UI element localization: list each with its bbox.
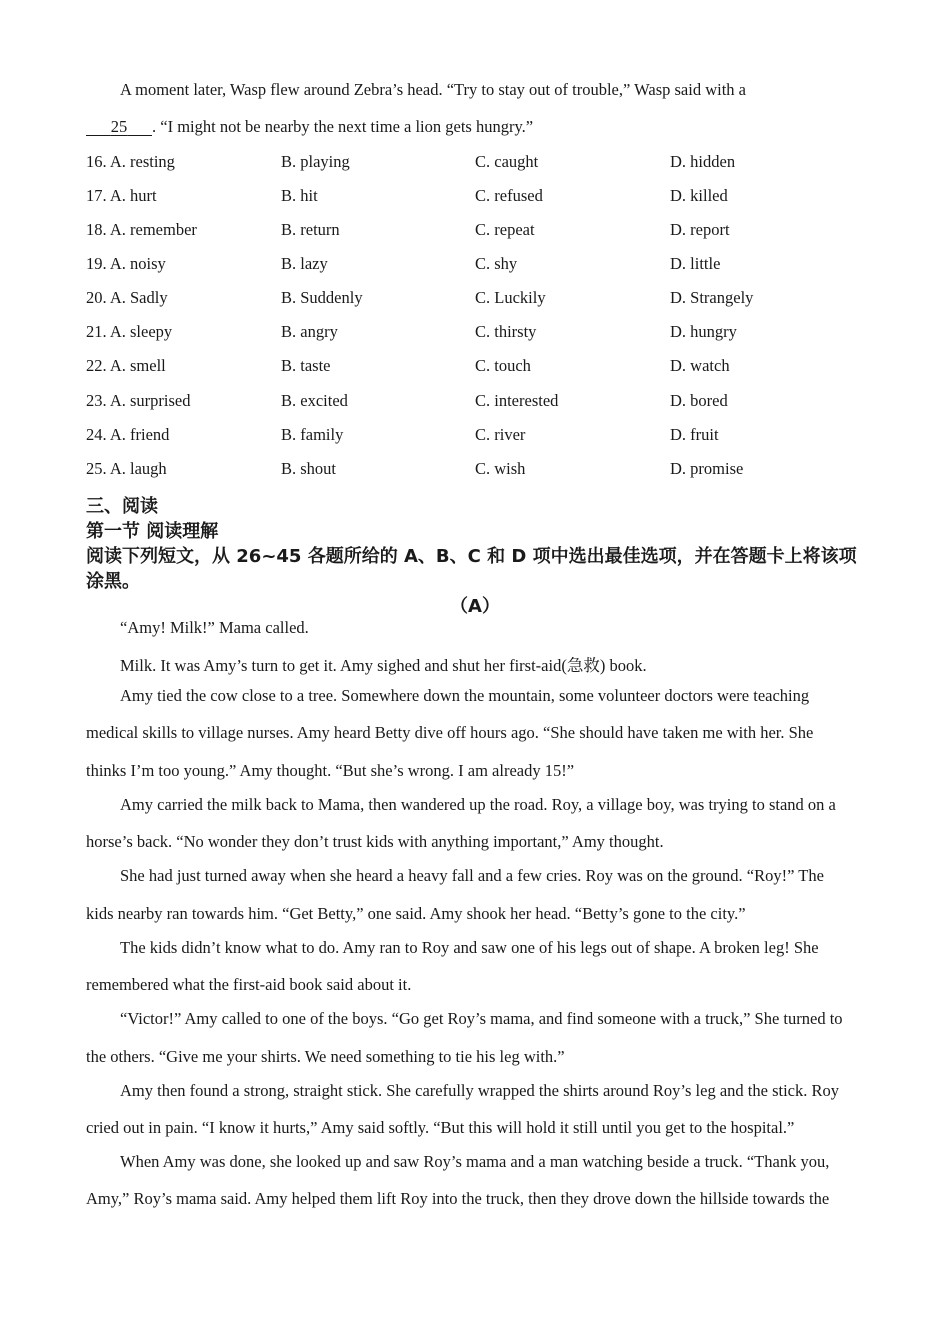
option-c: C. wish	[475, 459, 526, 478]
passage-line: Amy,” Roy’s mama said. Amy helped them lift Roy into the truck, then they drove down the hillside towards the	[86, 1189, 830, 1208]
instruction-line-2: 涂黑。	[86, 571, 140, 592]
passage-line: “Amy! Milk!” Mama called.	[120, 618, 309, 637]
option-d: D. bored	[670, 391, 728, 410]
passage-line: She had just turned away when she heard a heavy fall and a few cries. Roy was on the ground. “Roy!” The	[120, 866, 824, 885]
option-a: 16. A. resting	[86, 152, 175, 171]
option-d: D. report	[670, 220, 730, 239]
option-d: D. hungry	[670, 322, 737, 341]
option-b: B. angry	[281, 322, 338, 341]
passage-line: horse’s back. “No wonder they don’t trust kids with anything important,” Amy thought.	[86, 832, 664, 851]
passage-line: remembered what the first-aid book said about it.	[86, 975, 412, 994]
passage-line: The kids didn’t know what to do. Amy ran to Roy and saw one of his legs out of shape. A broken leg! She	[120, 938, 819, 957]
option-d: D. killed	[670, 186, 728, 205]
passage-line: kids nearby ran towards him. “Get Betty,” one said. Amy shook her head. “Betty’s gone to the city.”	[86, 904, 746, 923]
option-b: B. family	[281, 425, 344, 444]
option-b: B. taste	[281, 356, 331, 375]
passage-line: “Victor!” Amy called to one of the boys. “Go get Roy’s mama, and find someone with a truck,” She turned to	[120, 1009, 843, 1028]
passage-line: Milk. It was Amy’s turn to get it. Amy sighed and shut her first-aid(急救) book.	[120, 656, 647, 675]
passage-line: cried out in pain. “I know it hurts,” Amy said softly. “But this will hold it still until you get to the hospital.”	[86, 1118, 795, 1137]
option-c: C. interested	[475, 391, 559, 410]
option-d: D. Strangely	[670, 288, 754, 307]
intro-line-2: 25 . “I might not be nearby the next time a lion gets hungry.”	[86, 117, 533, 137]
option-d: D. little	[670, 254, 721, 273]
option-c: C. Luckily	[475, 288, 546, 307]
option-a: 17. A. hurt	[86, 186, 157, 205]
option-a: 18. A. remember	[86, 220, 197, 239]
option-d: D. hidden	[670, 152, 736, 171]
option-c: C. river	[475, 425, 526, 444]
option-b: B. return	[281, 220, 340, 239]
option-b: B. playing	[281, 152, 350, 171]
passage-line: Amy then found a strong, straight stick. She carefully wrapped the shirts around Roy’s leg and the stick. Roy	[120, 1081, 839, 1100]
option-b: B. Suddenly	[281, 288, 363, 307]
option-c: C. caught	[475, 152, 539, 171]
option-a: 23. A. surprised	[86, 391, 191, 410]
option-a: 21. A. sleepy	[86, 322, 173, 341]
option-d: D. fruit	[670, 425, 719, 444]
option-d: D. promise	[670, 459, 744, 478]
option-c: C. repeat	[475, 220, 535, 239]
passage-line: medical skills to village nurses. Amy heard Betty dive off hours ago. “She should have taken me with her. She	[86, 723, 814, 742]
option-c: C. touch	[475, 356, 531, 375]
passage-label: （A）	[450, 596, 500, 617]
option-b: B. hit	[281, 186, 318, 205]
option-b: B. excited	[281, 391, 348, 410]
passage-line: thinks I’m too young.” Amy thought. “But she’s wrong. I am already 15!”	[86, 761, 575, 780]
passage-line: the others. “Give me your shirts. We need something to tie his leg with.”	[86, 1047, 565, 1066]
option-c: C. refused	[475, 186, 543, 205]
subsection-heading: 第一节 阅读理解	[86, 521, 219, 542]
option-b: B. lazy	[281, 254, 328, 273]
passage-line: Amy carried the milk back to Mama, then wandered up the road. Roy, a village boy, was trying to stand on a	[120, 795, 836, 814]
option-a: 24. A. friend	[86, 425, 170, 444]
answer-blank-25: 25	[110, 117, 128, 136]
passage-line: Amy tied the cow close to a tree. Somewhere down the mountain, some volunteer doctors were teaching	[120, 686, 810, 705]
option-b: B. shout	[281, 459, 337, 478]
passage-line: When Amy was done, she looked up and saw Roy’s mama and a man watching beside a truck. “Thank you,	[120, 1152, 830, 1171]
instruction-line-1: 阅读下列短文，从 26~45 各题所给的 A、B、C 和 D 项中选出最佳选项，并在答题卡上将该项	[86, 546, 857, 567]
option-d: D. watch	[670, 356, 730, 375]
option-a: 25. A. laugh	[86, 459, 167, 478]
option-c: C. thirsty	[475, 322, 537, 341]
option-a: 20. A. Sadly	[86, 288, 168, 307]
option-c: C. shy	[475, 254, 518, 273]
section-heading: 三、阅读	[86, 496, 158, 517]
option-a: 22. A. smell	[86, 356, 166, 375]
option-a: 19. A. noisy	[86, 254, 166, 273]
intro-line-1: A moment later, Wasp flew around Zebra’s head. “Try to stay out of trouble,” Wasp said with a	[120, 80, 746, 99]
